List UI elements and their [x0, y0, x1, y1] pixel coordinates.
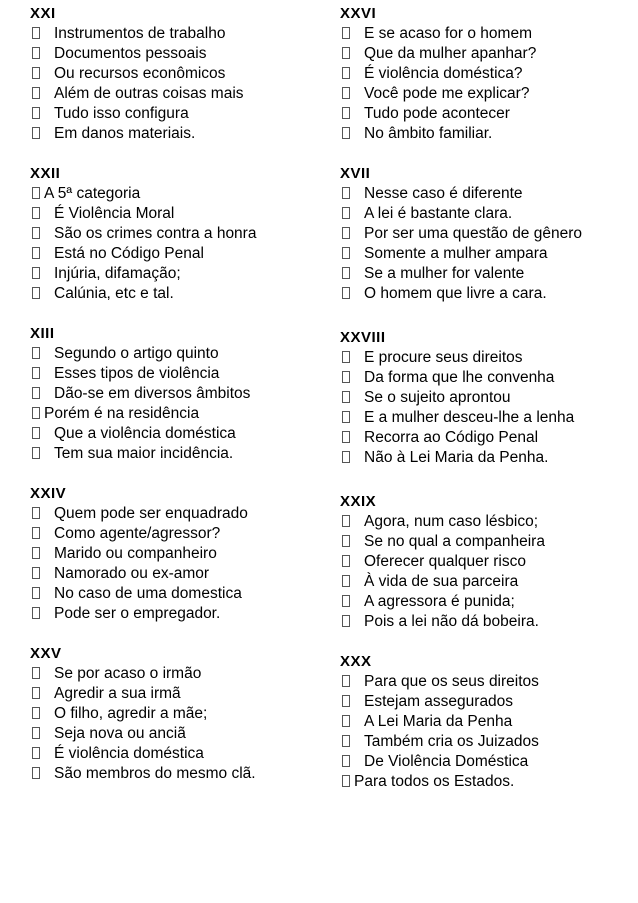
bullet-box-icon	[32, 107, 40, 119]
verse-line: São os crimes contra a honra	[30, 224, 320, 244]
stanza-xxix	[340, 492, 630, 632]
stanza-xxi	[30, 4, 320, 144]
bullet-box-icon	[342, 515, 350, 527]
verse-line: Se por acaso o irmão	[30, 664, 320, 684]
bullet-box-icon	[342, 287, 350, 299]
bullet-box-icon	[342, 755, 350, 767]
verse-line: No âmbito familiar.	[340, 124, 630, 144]
stanza-heading: XXIV	[30, 485, 67, 502]
bullet-box-icon	[32, 587, 40, 599]
bullet-box-icon	[32, 47, 40, 59]
verse-line: A 5ª categoria	[30, 184, 320, 204]
stanza-xxvi	[340, 4, 630, 144]
verse-line: Marido ou companheiro	[30, 544, 320, 564]
bullet-box-icon	[342, 675, 350, 687]
stanza-heading: XIII	[30, 325, 55, 342]
verse-line: Injúria, difamação;	[30, 264, 320, 284]
bullet-box-icon	[342, 187, 350, 199]
verse-line: Se no qual a companheira	[340, 532, 630, 552]
verse-line: Dão-se em diversos âmbitos	[30, 384, 320, 404]
stanza-heading: XXVIII	[340, 329, 386, 346]
verse-line: Em danos materiais.	[30, 124, 320, 144]
bullet-box-icon	[32, 127, 40, 139]
verse-line: Tudo isso configura	[30, 104, 320, 124]
verse-line: É violência doméstica?	[340, 64, 630, 84]
bullet-box-icon	[342, 431, 350, 443]
verse-line: Ou recursos econômicos	[30, 64, 320, 84]
verse-line: Para que os seus direitos	[340, 672, 630, 692]
stanza-heading: XXX	[340, 653, 372, 670]
verse-line: Oferecer qualquer risco	[340, 552, 630, 572]
verse-line: Segundo o artigo quinto	[30, 344, 320, 364]
verse-line: Que a violência doméstica	[30, 424, 320, 444]
verse-line: A lei é bastante clara.	[340, 204, 630, 224]
bullet-box-icon	[32, 687, 40, 699]
bullet-box-icon	[32, 367, 40, 379]
bullet-box-icon	[32, 27, 40, 39]
bullet-box-icon	[342, 47, 350, 59]
bullet-box-icon	[342, 67, 350, 79]
verse-line: São membros do mesmo clã.	[30, 764, 320, 784]
bullet-box-icon	[342, 207, 350, 219]
bullet-box-icon	[342, 27, 350, 39]
verse-line: E a mulher desceu-lhe a lenha	[340, 408, 630, 428]
verse-line: Quem pode ser enquadrado	[30, 504, 320, 524]
verse-line: Por ser uma questão de gênero	[340, 224, 630, 244]
left-column	[30, 4, 320, 804]
bullet-box-icon	[342, 127, 350, 139]
bullet-box-icon	[342, 351, 350, 363]
bullet-box-icon	[32, 767, 40, 779]
bullet-box-icon	[342, 371, 350, 383]
stanza-heading: XXVI	[340, 5, 377, 22]
bullet-box-icon	[342, 247, 350, 259]
bullet-box-icon	[342, 575, 350, 587]
verse-line: Que da mulher apanhar?	[340, 44, 630, 64]
bullet-box-icon	[342, 615, 350, 627]
verse-line: Somente a mulher ampara	[340, 244, 630, 264]
verse-line: Calúnia, etc e tal.	[30, 284, 320, 304]
verse-line: Também cria os Juizados	[340, 732, 630, 752]
verse-line: À vida de sua parceira	[340, 572, 630, 592]
verse-line: A agressora é punida;	[340, 592, 630, 612]
stanza-xxv	[30, 644, 320, 784]
bullet-box-icon	[32, 747, 40, 759]
bullet-box-icon	[342, 595, 350, 607]
bullet-box-icon	[32, 67, 40, 79]
verse-line: Agora, num caso lésbico;	[340, 512, 630, 532]
verse-line: O homem que livre a cara.	[340, 284, 630, 304]
bullet-box-icon	[32, 707, 40, 719]
bullet-box-icon	[32, 227, 40, 239]
bullet-box-icon	[32, 447, 40, 459]
verse-line: De Violência Doméstica	[340, 752, 630, 772]
verse-line: Como agente/agressor?	[30, 524, 320, 544]
bullet-box-icon	[342, 735, 350, 747]
verse-line: Documentos pessoais	[30, 44, 320, 64]
bullet-box-icon	[32, 347, 40, 359]
bullet-box-icon	[342, 227, 350, 239]
verse-line: Para todos os Estados.	[340, 772, 630, 792]
verse-line: Você pode me explicar?	[340, 84, 630, 104]
bullet-box-icon	[342, 715, 350, 727]
stanza-heading: XXI	[30, 5, 56, 22]
bullet-box-icon	[342, 775, 350, 787]
verse-line: Tudo pode acontecer	[340, 104, 630, 124]
bullet-box-icon	[32, 267, 40, 279]
verse-line: O filho, agredir a mãe;	[30, 704, 320, 724]
stanza-xxx	[340, 652, 630, 792]
bullet-box-icon	[32, 667, 40, 679]
verse-line: Se a mulher for valente	[340, 264, 630, 284]
stanza-xxii	[30, 164, 320, 304]
verse-line: Porém é na residência	[30, 404, 320, 424]
bullet-box-icon	[342, 107, 350, 119]
verse-line: Tem sua maior incidência.	[30, 444, 320, 464]
verse-line: Namorado ou ex-amor	[30, 564, 320, 584]
bullet-box-icon	[32, 407, 40, 419]
stanza-heading: XXV	[30, 645, 62, 662]
verse-line: E procure seus direitos	[340, 348, 630, 368]
verse-line: Além de outras coisas mais	[30, 84, 320, 104]
bullet-box-icon	[32, 247, 40, 259]
verse-line: Se o sujeito aprontou	[340, 388, 630, 408]
bullet-box-icon	[32, 567, 40, 579]
verse-line: Não à Lei Maria da Penha.	[340, 448, 630, 468]
bullet-box-icon	[32, 87, 40, 99]
verse-line: Recorra ao Código Penal	[340, 428, 630, 448]
verse-line: É Violência Moral	[30, 204, 320, 224]
verse-line: Está no Código Penal	[30, 244, 320, 264]
stanza-heading: XXII	[30, 165, 61, 182]
stanza-xxiv	[30, 484, 320, 624]
bullet-box-icon	[32, 607, 40, 619]
bullet-box-icon	[342, 87, 350, 99]
verse-line: Seja nova ou anciã	[30, 724, 320, 744]
stanza-heading: XVII	[340, 165, 371, 182]
bullet-box-icon	[342, 391, 350, 403]
bullet-box-icon	[32, 427, 40, 439]
verse-line: A Lei Maria da Penha	[340, 712, 630, 732]
bullet-box-icon	[342, 267, 350, 279]
verse-line: Pode ser o empregador.	[30, 604, 320, 624]
bullet-box-icon	[342, 451, 350, 463]
verse-line: E se acaso for o homem	[340, 24, 630, 44]
bullet-box-icon	[32, 187, 40, 199]
verse-line: Estejam assegurados	[340, 692, 630, 712]
bullet-box-icon	[32, 527, 40, 539]
stanza-xxviii	[340, 328, 630, 468]
verse-line: No caso de uma domestica	[30, 584, 320, 604]
stanza-xvii	[340, 164, 630, 304]
stanza-xiii	[30, 324, 320, 464]
verse-line: Da forma que lhe convenha	[340, 368, 630, 388]
bullet-box-icon	[342, 555, 350, 567]
bullet-box-icon	[342, 535, 350, 547]
right-column	[340, 4, 630, 812]
verse-line: Agredir a sua irmã	[30, 684, 320, 704]
bullet-box-icon	[32, 287, 40, 299]
bullet-box-icon	[342, 411, 350, 423]
verse-line: Instrumentos de trabalho	[30, 24, 320, 44]
bullet-box-icon	[32, 207, 40, 219]
verse-line: Esses tipos de violência	[30, 364, 320, 384]
verse-line: Pois a lei não dá bobeira.	[340, 612, 630, 632]
bullet-box-icon	[32, 507, 40, 519]
bullet-box-icon	[32, 547, 40, 559]
verse-line: Nesse caso é diferente	[340, 184, 630, 204]
stanza-heading: XXIX	[340, 493, 377, 510]
bullet-box-icon	[342, 695, 350, 707]
verse-line: É violência doméstica	[30, 744, 320, 764]
bullet-box-icon	[32, 387, 40, 399]
bullet-box-icon	[32, 727, 40, 739]
